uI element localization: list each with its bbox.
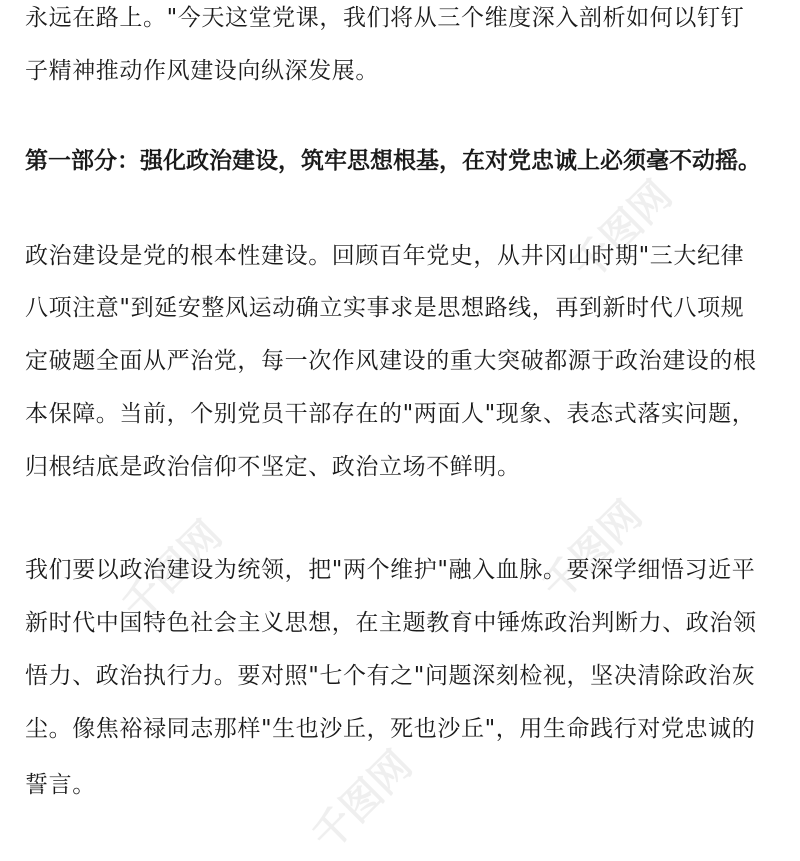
paragraph-line: 子精神推动作风建设向纵深发展。 — [25, 58, 379, 84]
paragraph-line: 八项注意"到延安整风运动确立实事求是思想路线，再到新时代八项规 — [25, 295, 745, 321]
watermark: 千图网 — [113, 512, 232, 630]
paragraph-line: 新时代中国特色社会主义思想，在主题教育中锤炼政治判断力、政治领 — [25, 610, 757, 636]
paragraph-line: 悟力、政治执行力。要对照"七个有之"问题深刻检视，坚决清除政治灰 — [25, 663, 756, 689]
paragraph-line: 永远在路上。"今天这堂党课，我们将从三个维度深入剖析如何以钉钉 — [25, 5, 745, 31]
watermark: 千图网 — [533, 492, 652, 610]
paragraph-line: 归根结底是政治信仰不坚定、政治立场不鲜明。 — [25, 454, 521, 480]
section-heading: 第一部分：强化政治建设，筑牢思想根基，在对党忠诚上必须毫不动摇。 — [25, 148, 761, 174]
paragraph-line: 政治建设是党的根本性建设。回顾百年党史，从井冈山时期"三大纪律 — [25, 243, 745, 269]
paragraph-line: 本保障。当前，个别党员干部存在的"两面人"现象、表态式落实问题， — [25, 401, 756, 427]
watermark: 千图网 — [563, 172, 682, 290]
paragraph-line: 定破题全面从严治党，每一次作风建设的重大突破都源于政治建设的根 — [25, 348, 757, 374]
paragraph-line: 誓言。 — [25, 772, 96, 798]
paragraph-line: 尘。像焦裕禄同志那样"生也沙丘，死也沙丘"，用生命践行对党忠诚的 — [25, 716, 756, 742]
watermark: 千图网 — [303, 742, 422, 860]
paragraph-line: 我们要以政治建设为统领，把"两个维护"融入血脉。要深学细悟习近平 — [25, 557, 756, 583]
